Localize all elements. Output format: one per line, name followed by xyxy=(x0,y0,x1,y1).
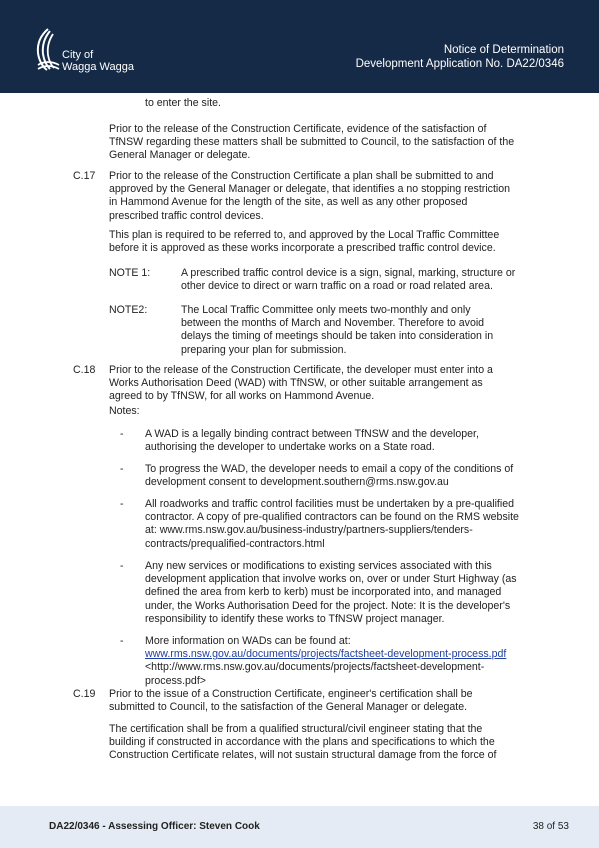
note2-label: NOTE2: xyxy=(109,304,148,316)
bullet-item-5-url-text: <http://www.rms.nsw.gov.au/documents/projects/factsheet-development-process.pdf> xyxy=(145,661,485,687)
bullet-item-1: A WAD is a legally binding contract between TfNSW and the developer, authorising the developer to undertake works on a State road. xyxy=(145,428,479,454)
condition-c17-paragraph-1: Prior to the release of the Construction Certificate a plan shall be submitted to and approved by the General Manager or delegate, that identifies a no stopping restriction in Hammond Avenue for the length of the site, as well as any other proposed prescribed traffic control devices. xyxy=(109,170,511,222)
notes-label: Notes: xyxy=(109,405,140,417)
note1-label: NOTE 1: xyxy=(109,267,151,279)
logo-text-line1: City of xyxy=(62,49,94,61)
bullet-dash: - xyxy=(120,428,124,440)
bullet-dash: - xyxy=(120,498,124,510)
condition-c19-paragraph-2: The certification shall be from a qualified structural/civil engineer stating that the building if constructed in accordance with the plans and specifications to which the Construction Certificate relates, will not sustain structural damage from the force of xyxy=(109,723,497,762)
condition-c19-paragraph-1: Prior to the issue of a Construction Certificate, engineer's certification shall be submitted to Council, to the satisfaction of the General Manager or delegate. xyxy=(109,688,473,714)
bullet-dash: - xyxy=(120,560,124,572)
bullet-item-2: To progress the WAD, the developer needs to email a copy of the conditions of development consent to development.southern@rms.nsw.gov.au xyxy=(145,463,514,489)
factsheet-link[interactable]: www.rms.nsw.gov.au/documents/projects/factsheet-development-process.pdf xyxy=(145,648,507,661)
page-footer xyxy=(0,806,599,848)
paragraph-enter-site: to enter the site. xyxy=(145,97,221,109)
note1-text: A prescribed traffic control device is a sign, signal, marking, structure or other device to direct or warn traffic on a road or road related area. xyxy=(181,267,516,293)
logo-text-line2: Wagga Wagga xyxy=(62,61,134,73)
logo-mark-icon xyxy=(35,27,61,71)
page-number: 38 of 53 xyxy=(532,821,569,832)
condition-number-c19: C.19 xyxy=(73,688,96,700)
bullet-dash: - xyxy=(120,635,124,647)
condition-number-c18: C.18 xyxy=(73,364,96,376)
bullet-item-5-intro: More information on WADs can be found at: xyxy=(145,635,351,647)
bullet-dash: - xyxy=(120,463,124,475)
paragraph-prior-release: Prior to the release of the Construction Certificate, evidence of the satisfaction of TfNSW regarding these matters shall be submitted to Council, to the satisfaction of the General Manager or delegate. xyxy=(109,123,515,162)
document-title xyxy=(356,43,564,71)
note2-text: The Local Traffic Committee only meets two-monthly and only between the months of March and November. Therefore to avoid delays the timing of meetings should be taken into consideration in preparing your plan for submission. xyxy=(181,304,494,356)
council-logo xyxy=(35,27,145,73)
footer-officer: DA22/0346 - Assessing Officer: Steven Cook xyxy=(49,821,260,832)
condition-number-c17: C.17 xyxy=(73,170,96,182)
page-header xyxy=(0,0,599,93)
condition-c17-paragraph-2: This plan is required to be referred to, and approved by the Local Traffic Committee before it is approved as these works incorporate a prescribed traffic control device. xyxy=(109,229,500,255)
document-title-line2: Development Application No. DA22/0346 xyxy=(355,58,564,70)
bullet-item-3: All roadworks and traffic control facilities must be undertaken by a pre-qualified contractor. A copy of pre-qualified contractors can be found on the RMS website at: www.rms.nsw.gov.au/business-industry/partners-suppliers/tenders-contracts/prequalified-contractors.html xyxy=(145,498,519,550)
document-title-line1: Notice of Determination xyxy=(443,44,564,56)
condition-c18-paragraph-1: Prior to the release of the Construction Certificate, the developer must enter into a Works Authorisation Deed (WAD) with TfNSW, or other suitable arrangement as agreed to by TfNSW, for all works on Hammond Avenue. xyxy=(109,364,493,403)
bullet-item-4: Any new services or modifications to existing services associated with this development application that involve works on, over or under Sturt Highway (as defined the area from kerb to kerb) must be incorporated into, and managed under, the Works Authorisation Deed for the project. Note: It is the developer's responsibility to identify these works to TfNSW project manager. xyxy=(145,560,517,625)
bullet-item-5 xyxy=(145,635,530,688)
